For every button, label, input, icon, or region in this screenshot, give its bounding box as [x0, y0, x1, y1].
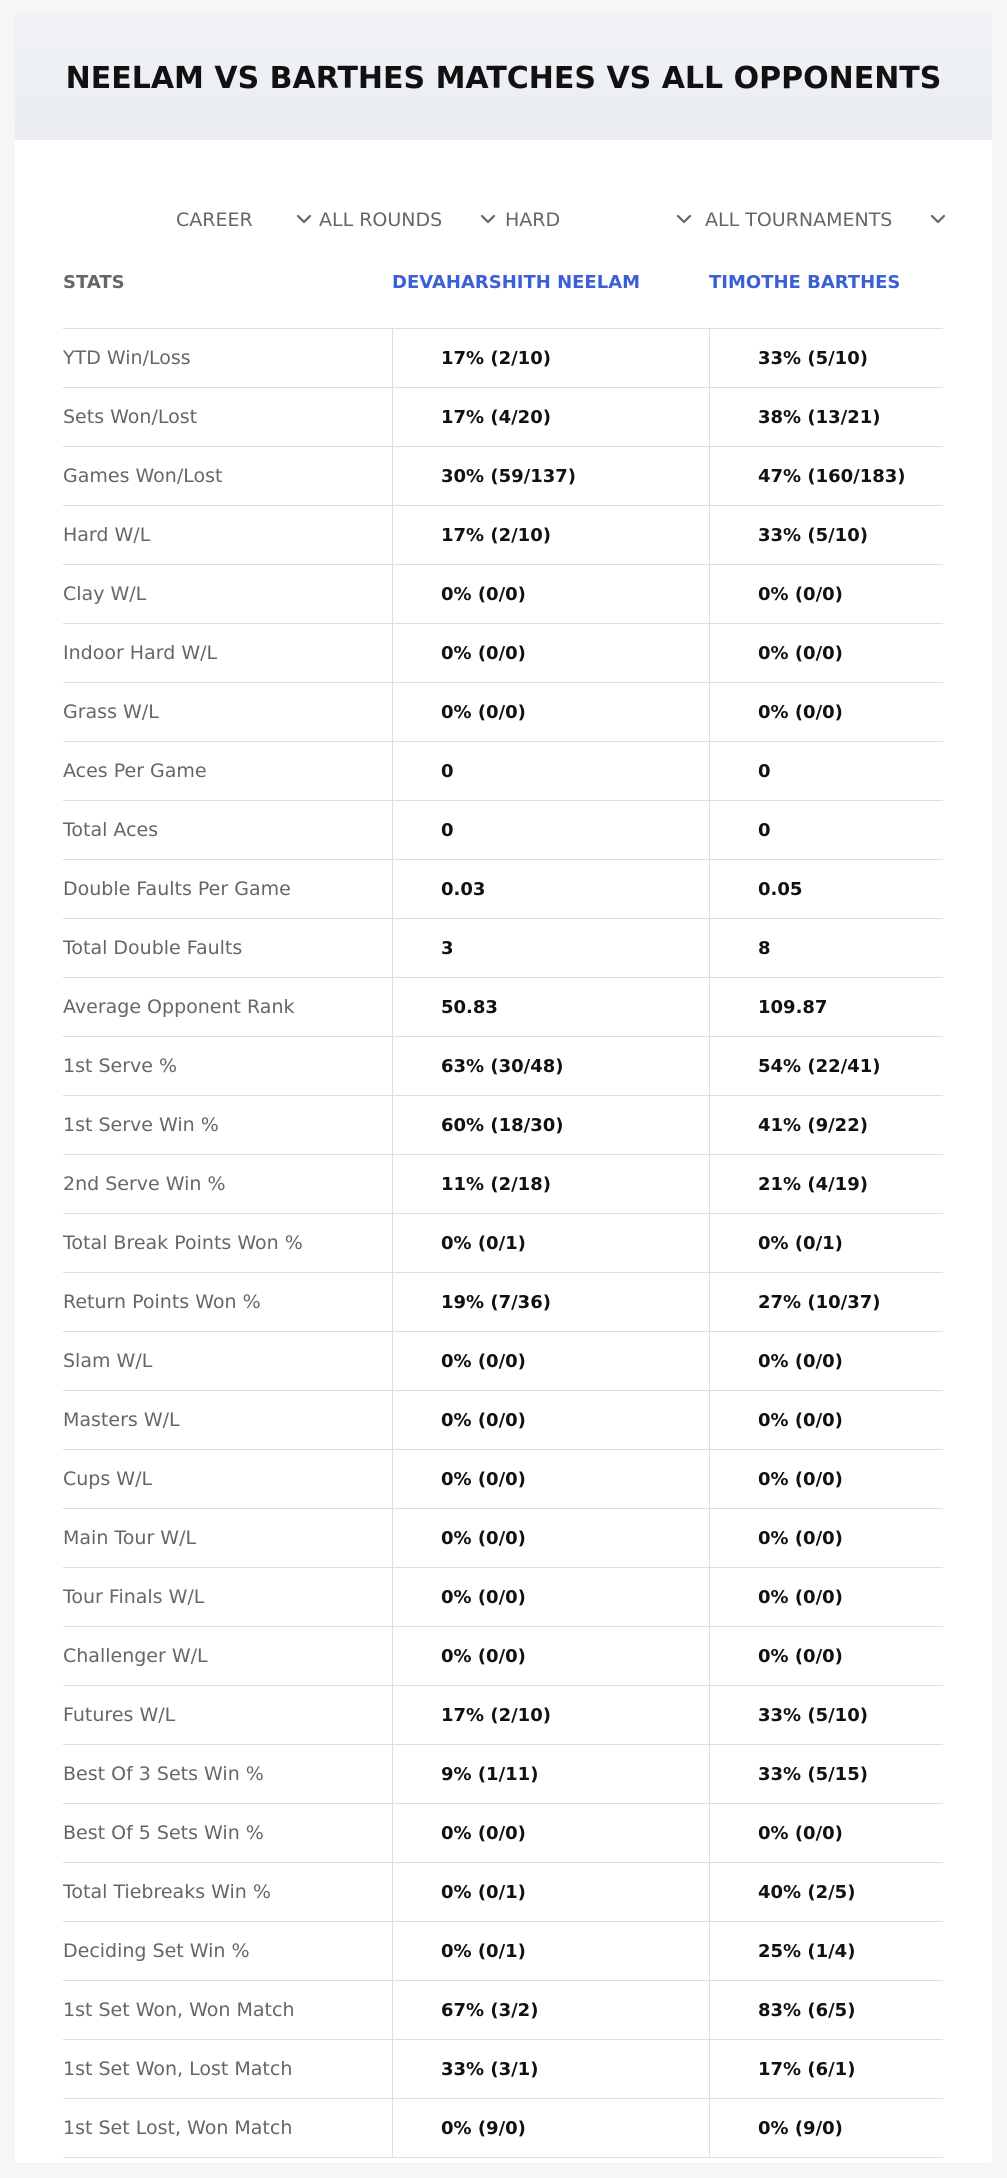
- player1-stat-value: 17% (4/20): [392, 388, 709, 446]
- player2-stat-value: 0% (9/0): [709, 2099, 943, 2157]
- player1-stat-value: 67% (3/2): [392, 1981, 709, 2039]
- player2-stat-value: 21% (4/19): [709, 1155, 943, 1213]
- player1-stat-value: 0% (0/1): [392, 1863, 709, 1921]
- stat-label: Slam W/L: [63, 1350, 153, 1372]
- player1-stat-value: 17% (2/10): [392, 506, 709, 564]
- player2-stat-value: 40% (2/5): [709, 1863, 943, 1921]
- stat-label: Best Of 3 Sets Win %: [63, 1763, 264, 1785]
- stat-label: 1st Set Won, Lost Match: [63, 2058, 293, 2080]
- stat-label: Clay W/L: [63, 583, 147, 605]
- player2-stat-value: 41% (9/22): [709, 1096, 943, 1154]
- player2-stat-value: 0.05: [709, 860, 943, 918]
- chevron-down-icon: [675, 210, 693, 228]
- stat-label: Average Opponent Rank: [63, 996, 295, 1018]
- stat-label: Hard W/L: [63, 524, 151, 546]
- stat-label: Challenger W/L: [63, 1645, 208, 1667]
- player2-stat-value: 33% (5/10): [709, 329, 943, 387]
- table-row: [63, 919, 943, 978]
- player2-stat-value: 83% (6/5): [709, 1981, 943, 2039]
- table-row: [63, 742, 943, 801]
- player1-stat-value: 3: [392, 919, 709, 977]
- stat-label: Sets Won/Lost: [63, 406, 198, 428]
- player1-stat-value: 0% (0/0): [392, 1332, 709, 1390]
- player1-column-header[interactable]: DEVAHARSHITH NEELAM: [392, 272, 641, 293]
- table-header: [63, 250, 943, 329]
- table-body: [63, 329, 943, 2158]
- stat-label: YTD Win/Loss: [63, 347, 191, 369]
- table-row: [63, 860, 943, 919]
- player1-stat-value: 63% (30/48): [392, 1037, 709, 1095]
- player1-stat-value: 0% (0/1): [392, 1214, 709, 1272]
- stat-label: 1st Set Lost, Won Match: [63, 2117, 293, 2139]
- table-row: [63, 683, 943, 742]
- table-row: [63, 624, 943, 683]
- table-row: [63, 447, 943, 506]
- player1-stat-value: 0% (0/1): [392, 1922, 709, 1980]
- table-row: [63, 2040, 943, 2099]
- player2-stat-value: 25% (1/4): [709, 1922, 943, 1980]
- tournaments-filter[interactable]: [705, 190, 955, 250]
- table-row: [63, 1273, 943, 1332]
- table-row: [63, 1863, 943, 1922]
- stat-label: 1st Set Won, Won Match: [63, 1999, 295, 2021]
- stat-label: Double Faults Per Game: [63, 878, 291, 900]
- player2-stat-value: 0% (0/0): [709, 565, 943, 623]
- stat-label: Tour Finals W/L: [63, 1586, 205, 1608]
- stat-label: Futures W/L: [63, 1704, 176, 1726]
- table-row: [63, 329, 943, 388]
- player1-stat-value: 19% (7/36): [392, 1273, 709, 1331]
- period-filter-label: CAREER: [176, 209, 253, 231]
- stat-label: Masters W/L: [63, 1409, 180, 1431]
- table-row: [63, 1332, 943, 1391]
- player2-column-header[interactable]: TIMOTHE BARTHES: [709, 272, 901, 293]
- stat-label: Total Aces: [63, 819, 159, 841]
- stat-label: Best Of 5 Sets Win %: [63, 1822, 264, 1844]
- player2-stat-value: 0% (0/0): [709, 683, 943, 741]
- stat-label: Games Won/Lost: [63, 465, 223, 487]
- table-row: [63, 1686, 943, 1745]
- table-row: [63, 1804, 943, 1863]
- player1-stat-value: 11% (2/18): [392, 1155, 709, 1213]
- player2-stat-value: 0% (0/0): [709, 1509, 943, 1567]
- chevron-down-icon: [929, 210, 947, 228]
- player1-stat-value: 0: [392, 801, 709, 859]
- stats-card: [15, 15, 992, 2163]
- player1-stat-value: 0% (9/0): [392, 2099, 709, 2157]
- player2-stat-value: 0% (0/0): [709, 1391, 943, 1449]
- player1-stat-value: 0% (0/0): [392, 683, 709, 741]
- stat-label: 1st Serve Win %: [63, 1114, 219, 1136]
- player2-stat-value: 17% (6/1): [709, 2040, 943, 2098]
- stat-label: Indoor Hard W/L: [63, 642, 218, 664]
- stat-label: Total Break Points Won %: [63, 1232, 303, 1254]
- stat-label: 2nd Serve Win %: [63, 1173, 226, 1195]
- table-row: [63, 1096, 943, 1155]
- player1-stat-value: 0% (0/0): [392, 1804, 709, 1862]
- chevron-down-icon: [295, 210, 313, 228]
- table-row: [63, 1627, 943, 1686]
- table-row: [63, 1391, 943, 1450]
- player1-stat-value: 33% (3/1): [392, 2040, 709, 2098]
- stat-label: Total Double Faults: [63, 937, 243, 959]
- player1-stat-value: 0% (0/0): [392, 1450, 709, 1508]
- player2-stat-value: 8: [709, 919, 943, 977]
- player2-stat-value: 0: [709, 801, 943, 859]
- table-row: [63, 2099, 943, 2158]
- player1-stat-value: 9% (1/11): [392, 1745, 709, 1803]
- filter-bar: [15, 190, 992, 250]
- player2-stat-value: 38% (13/21): [709, 388, 943, 446]
- rounds-filter-label: ALL ROUNDS: [319, 209, 443, 231]
- stat-label: 1st Serve %: [63, 1055, 178, 1077]
- player2-stat-value: 0% (0/0): [709, 1450, 943, 1508]
- surface-filter[interactable]: [505, 190, 700, 250]
- table-row: [63, 1155, 943, 1214]
- table-row: [63, 565, 943, 624]
- stat-label: Deciding Set Win %: [63, 1940, 250, 1962]
- player1-stat-value: 60% (18/30): [392, 1096, 709, 1154]
- table-row: [63, 1981, 943, 2040]
- player1-stat-value: 50.83: [392, 978, 709, 1036]
- player2-stat-value: 33% (5/10): [709, 506, 943, 564]
- player1-stat-value: 0% (0/0): [392, 565, 709, 623]
- player2-stat-value: 27% (10/37): [709, 1273, 943, 1331]
- rounds-filter[interactable]: [319, 190, 504, 250]
- player2-stat-value: 0% (0/0): [709, 624, 943, 682]
- table-row: [63, 1450, 943, 1509]
- table-row: [63, 1214, 943, 1273]
- surface-filter-label: HARD: [505, 209, 561, 231]
- stats-column-header: STATS: [63, 272, 125, 293]
- player1-stat-value: 0% (0/0): [392, 1627, 709, 1685]
- page-title: NEELAM VS BARTHES MATCHES VS ALL OPPONENTS: [65, 61, 942, 96]
- player2-stat-value: 0% (0/0): [709, 1627, 943, 1685]
- stat-label: Aces Per Game: [63, 760, 207, 782]
- player2-stat-value: 0% (0/0): [709, 1568, 943, 1626]
- card-header: [15, 15, 992, 140]
- player1-stat-value: 0: [392, 742, 709, 800]
- chevron-down-icon: [479, 210, 497, 228]
- player2-stat-value: 109.87: [709, 978, 943, 1036]
- stat-label: Main Tour W/L: [63, 1527, 197, 1549]
- table-row: [63, 1745, 943, 1804]
- player2-stat-value: 33% (5/10): [709, 1686, 943, 1744]
- stat-label: Total Tiebreaks Win %: [63, 1881, 271, 1903]
- table-row: [63, 1922, 943, 1981]
- stat-label: Return Points Won %: [63, 1291, 261, 1313]
- table-row: [63, 506, 943, 565]
- player2-stat-value: 0% (0/1): [709, 1214, 943, 1272]
- player2-stat-value: 54% (22/41): [709, 1037, 943, 1095]
- player1-stat-value: 0.03: [392, 860, 709, 918]
- player2-stat-value: 33% (5/15): [709, 1745, 943, 1803]
- player1-stat-value: 30% (59/137): [392, 447, 709, 505]
- player1-stat-value: 0% (0/0): [392, 1568, 709, 1626]
- player2-stat-value: 47% (160/183): [709, 447, 943, 505]
- player2-stat-value: 0: [709, 742, 943, 800]
- player2-stat-value: 0% (0/0): [709, 1332, 943, 1390]
- player1-stat-value: 0% (0/0): [392, 1391, 709, 1449]
- table-row: [63, 1037, 943, 1096]
- table-row: [63, 978, 943, 1037]
- period-filter[interactable]: [176, 190, 326, 250]
- stat-label: Grass W/L: [63, 701, 159, 723]
- player1-stat-value: 0% (0/0): [392, 1509, 709, 1567]
- player2-stat-value: 0% (0/0): [709, 1804, 943, 1862]
- table-row: [63, 1509, 943, 1568]
- player1-stat-value: 17% (2/10): [392, 329, 709, 387]
- table-row: [63, 1568, 943, 1627]
- stats-table: [63, 250, 943, 2158]
- tournaments-filter-label: ALL TOURNAMENTS: [705, 209, 893, 231]
- table-row: [63, 388, 943, 447]
- player1-stat-value: 17% (2/10): [392, 1686, 709, 1744]
- table-row: [63, 801, 943, 860]
- player1-stat-value: 0% (0/0): [392, 624, 709, 682]
- stat-label: Cups W/L: [63, 1468, 153, 1490]
